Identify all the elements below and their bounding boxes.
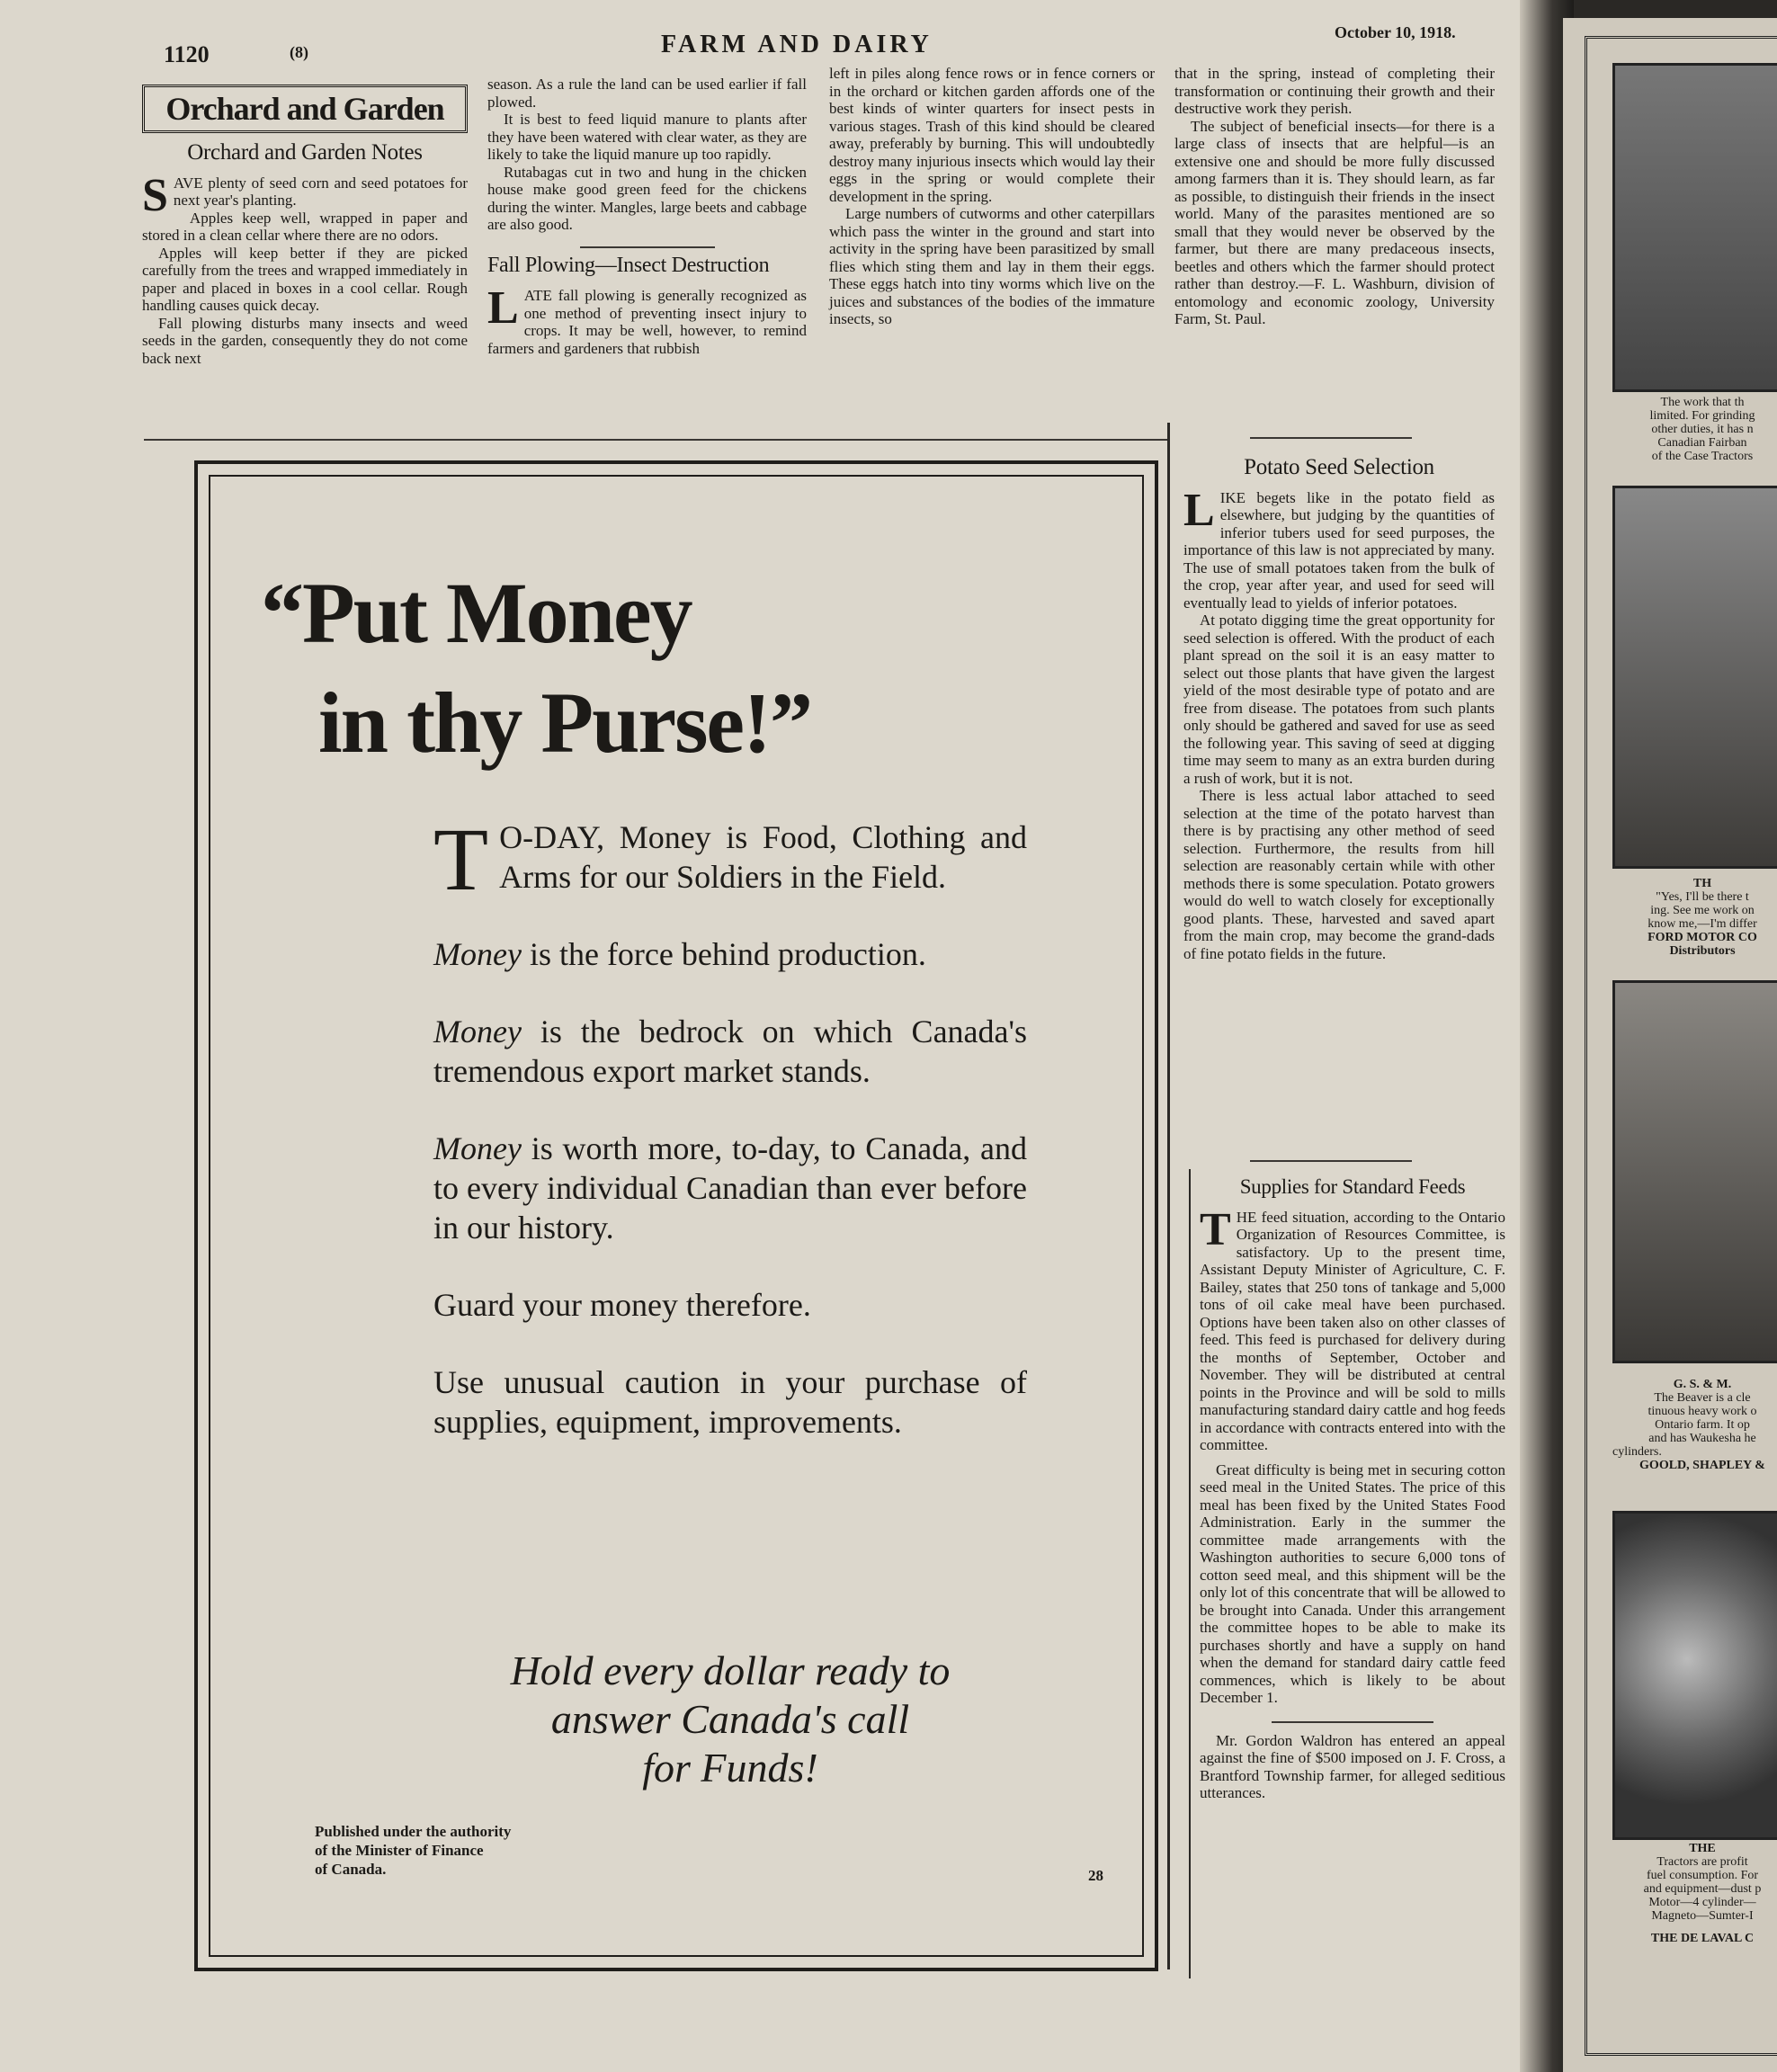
ad-money-2: Money — [433, 1014, 522, 1049]
ad-drop-cap: T — [433, 809, 489, 909]
caption-2: TH "Yes, I'll be there t ing. See me work on know me,—I'm differ FORD MOTOR CO Distributors — [1648, 877, 1757, 958]
orchard-column-3 — [829, 65, 1155, 328]
potato-article — [1183, 450, 1495, 962]
caption-3: G. S. & M. The Beaver is a cle tinuous heavy work o Ontario farm. It op and has Waukesha he cylinders. GOOLD, SHAPLEY & — [1612, 1378, 1765, 1472]
ad-p4: is worth more, to-day, to Canada, and to every individual Canadian than ever before in our history. — [433, 1130, 1027, 1246]
potato-p3: There is less actual labor attached to seed selection at the time of the potato harvest than there is by practising any other method of seed selection. Furthermore, the results from hill selection are reasonably certain while with other methods there is some speculation. Potato growers would do well to watch closely for exceptionally good plants. These, harvested and saved apart from the main crop, may become the grand-dads of fine potato fields in the future. — [1183, 787, 1495, 962]
feeds-p1: HE feed situation, according to the Ontario Organization of Resources Committee, is satisfactory. Up to the present time, Assistant Deputy Minister of Agriculture, C. F. Bailey, states that 250 tons of tankage and 5,000 tons of oil cake meal have been purchased. Options have been taken also on other classes of feed. This feed is purchased for delivery during the months of September, October and November. They will be distributed at central points in the Province and will be sold to mills manufacturing standard dairy cattle and hog feeds in accordance with contracts entered into with the committee. — [1200, 1208, 1505, 1453]
drop-cap-l: L — [487, 282, 519, 334]
section-number: (8) — [290, 43, 308, 61]
top-section-rule — [144, 439, 1169, 441]
ad-closing-line3: for Funds! — [642, 1745, 818, 1791]
ad-publisher — [315, 1822, 567, 1879]
war-loan-advertisement — [194, 460, 1158, 1971]
col4-p2: The subject of beneficial insects—for there is a large class of insects that are helpful—is an extensive one and should be more fully discussed among farmers than it is. They should learn, as far as possible, to distinguish their friends in the insect world. Many of the parasites mentioned are so small that they would never be observed by the farmer, but there are many predaceous insects, beetles and others which the farmer should protect rather than destroy.—F. L. Washburn, division of entomology and economic zoology, University Farm, St. Paul. — [1174, 117, 1495, 327]
ad-p2: is the force behind production. — [521, 936, 926, 972]
caption-1: The work that th limited. For grinding other duties, it has n Canadian Fairban of the Case Tractors — [1649, 396, 1755, 463]
feeds-left-rule — [1189, 1169, 1191, 1978]
col2-p1: season. As a rule the land can be used earlier if fall plowed. — [487, 76, 807, 111]
orchard-column-1 — [142, 85, 468, 367]
potato-p2: At potato digging time the great opportunity for seed selection is offered. With the product of each plant spread on the soil it is an easy matter to select out those plants that have given the largest yield of the most desirable type of potato and are free from disease. The potatoes from such plants only should be gathered and saved for use as seed the following year. This saving of seed at digging time may seem to many as an extra burden during a rush of work, but it is not. — [1183, 612, 1495, 787]
ad-p6: Use unusual caution in your purchase of supplies, equipment, improvements. — [433, 1364, 1027, 1440]
feeds-p3: Mr. Gordon Waldron has entered an appeal against the fine of $500 imposed on J. F. Cross, a Brantford Township farmer, for alleged seditious utterances. — [1200, 1731, 1505, 1801]
ad-p5: Guard your money therefore. — [433, 1287, 811, 1323]
short-rule — [580, 246, 715, 248]
orchard-notes-heading: Orchard and Garden Notes — [187, 140, 423, 165]
adjacent-page — [1563, 18, 1777, 2072]
feeds-heading: Supplies for Standard Feeds — [1239, 1175, 1466, 1198]
ad-publisher-line2: of the Minister of Finance — [315, 1842, 484, 1859]
ad-headline-line2: in thy Purse!” — [318, 674, 811, 771]
ad-p3: is the bedrock on which Canada's tremendous export market stands. — [433, 1014, 1027, 1089]
column-divider — [1167, 423, 1170, 1969]
ad-closing-line2: answer Canada's call — [550, 1696, 910, 1742]
potato-p1: IKE begets like in the potato field as elsewhere, but judging by the quantities of inferior tubers used for seed purposes, the importance of this law is not appreciated by many. The use of small potatoes taken from the bulk of the crop, year after year, and used for seed will eventually lead to yields of inferior potatoes. — [1183, 488, 1495, 612]
orchard-notes-p1: AVE plenty of seed corn and seed potatoes for next year's planting. — [173, 174, 468, 209]
drop-cap-s: S — [142, 169, 168, 221]
section-title-box — [142, 85, 468, 133]
section-title: Orchard and Garden — [165, 91, 444, 127]
ad-body — [433, 809, 1027, 1479]
page-number: 1120 — [164, 41, 210, 67]
ad-headline — [261, 558, 811, 778]
ad-closing-line1: Hold every dollar ready to — [510, 1648, 951, 1693]
col2-p2: It is best to feed liquid manure to plants after they have been watered with clear water, as they are likely to take the liquid manure up too rapidly. — [487, 111, 807, 163]
tractor-photo-1 — [1612, 63, 1777, 392]
feeds-drop-cap: T — [1200, 1203, 1231, 1255]
feeds-top-rule — [1250, 1160, 1412, 1162]
potato-heading: Potato Seed Selection — [1244, 455, 1434, 479]
orchard-notes-p4: Fall plowing disturbs many insects and weed seeds in the garden, consequently they do not come back next — [142, 314, 468, 367]
ad-publisher-line3: of Canada. — [315, 1861, 387, 1878]
caption-4: THE Tractors are profit fuel consumption. For and equipment—dust p Motor—4 cylinder— Magneto—Sumter-I THE DE LAVAL C — [1643, 1842, 1762, 1945]
feeds-article — [1200, 1169, 1505, 1802]
tractor-photo-3 — [1612, 980, 1777, 1363]
col3-p1: left in piles along fence rows or in fence corners or in the orchard or kitchen garden affords one of the best kinds of winter quarters for insect pests in various stages. Trash of this kind should be cleared away, preferably by burning. This will undoubtedly destroy many injurious insects which would lay their eggs in the spring or would complete their development in the spring. — [829, 65, 1155, 205]
fall-plowing-heading: Fall Plowing—Insect Destruction — [487, 253, 770, 277]
potato-drop-cap: L — [1183, 484, 1215, 536]
feeds-rule — [1272, 1721, 1433, 1723]
paper-name: FARM AND DAIRY — [661, 31, 933, 58]
orchard-column-4 — [1174, 65, 1495, 328]
ad-p1: O-DAY, Money is Food, Clothing and Arms for our Soldiers in the Field. — [499, 819, 1027, 895]
orchard-notes-p3: Apples will keep better if they are picked carefully from the trees and wrapped immediately in paper and placed in boxes in a cool cellar. Rough handling causes quick decay. — [142, 244, 468, 314]
col2-p3: Rutabagas cut in two and hung in the chicken house make good green feed for the chickens during the winter. Mangles, large beets and cabbage are also good. — [487, 163, 807, 233]
ad-publisher-line1: Published under the authority — [315, 1823, 512, 1840]
tractor-photo-2 — [1612, 486, 1777, 869]
orchard-notes-p2: Apples keep well, wrapped in paper and stored in a clean cellar where there are no odors. — [142, 209, 468, 244]
ad-closing — [424, 1647, 1036, 1792]
col4-p1: that in the spring, instead of completing their transformation or continuing their growth and their destructive work they perish. — [1174, 65, 1495, 117]
ad-headline-line1: “Put Money — [261, 565, 692, 661]
ad-money-3: Money — [433, 1130, 522, 1166]
issue-date: October 10, 1918. — [1335, 23, 1456, 41]
ad-number: 28 — [1088, 1867, 1103, 1884]
col3-p2: Large numbers of cutworms and other caterpillars which pass the winter in the ground and start into activity in the spring have been parasitized by small flies which sting them and lay in them their eggs. These eggs hatch into tiny worms which live on the juices and substances of the bodies of the immature insects, so — [829, 205, 1155, 327]
fall-plowing-p1: ATE fall plowing is generally recognized as one method of preventing insect injury to crops. It may be well, however, to remind farmers and gardeners that rubbish — [487, 287, 807, 357]
ad-money-1: Money — [433, 936, 522, 972]
potato-top-rule — [1250, 437, 1412, 439]
tractor-photo-4 — [1612, 1511, 1777, 1840]
orchard-column-2 — [487, 76, 807, 357]
feeds-p2: Great difficulty is being met in securing cotton seed meal in the United States. The price of this meal has been fixed by the United States Food Administration. Early in the summer the committee made arrangements with the Washington authorities to secure 6,000 tons of cotton seed meal, and this shipment will be the only lot of this concentrate that will be allowed to be brought into Canada. Under this arrangement the committee hopes to be able to make its purchases shortly and have a supply on hand when the demand for standard dairy cattle feed commences, which is likely to be about December 1. — [1200, 1460, 1505, 1706]
